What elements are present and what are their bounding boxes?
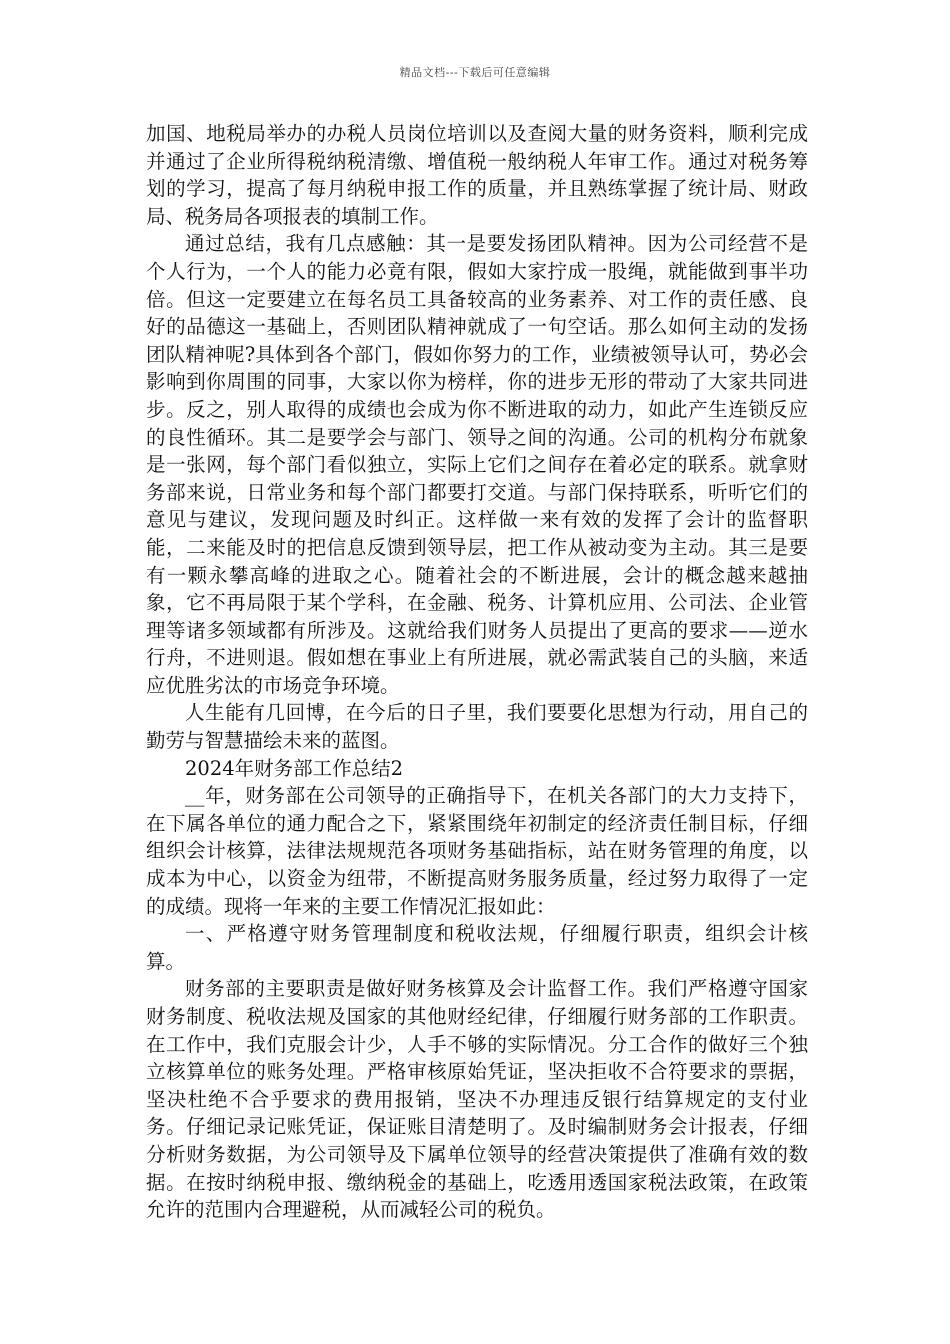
document-body xyxy=(146,120,808,1224)
paragraph-heading-one: 一、严格遵守财务管理制度和税收法规，仔细履行职责，组织会计核算。 xyxy=(146,922,808,973)
paragraph-closing: 人生能有几回博，在今后的日子里，我们要要化思想为行动，用自己的勤劳与智慧描绘未来的蓝图。 xyxy=(146,701,808,753)
page-header: 精品文档---下载后可任意编辑 xyxy=(399,66,551,79)
paragraph-duties: 财务部的主要职责是做好财务核算及会计监督工作。我们严格遵守国家财务制度、税收法规及国家的其他财经纪律，仔细履行财务部的工作职责。在工作中，我们克服会计少，人手不够的实际情况。分工合作的做好三个独立核算单位的账务处理。严格审核原始凭证，坚决拒收不合符要求的票据，坚决杜绝不合乎要求的费用报销，坚决不办理违反银行结算规定的支付业务。仔细记录记账凭证，保证账目清楚明了。及时编制财务会计报表，仔细分析财务数据，为公司领导及下属单位领导的经营决策提供了准确有效的数据。在按时纳税申报、缴纳税金的基础上，吃透用透国家税法政策，在政策允许的范围内合理避税，从而减轻公司的税负。 xyxy=(146,977,808,1222)
section-title: 2024年财务部工作总结2 xyxy=(185,756,404,780)
paragraph-reflections: 通过总结，我有几点感触：其一是要发扬团队精神。因为公司经营不是个人行为，一个人的能力必竟有限，假如大家拧成一股绳，就能做到事半功倍。但这一定要建立在每名员工具备较高的业务素养、对工作的责任感、良好的品德这一基础上，否则团队精神就成了一句空话。那么如何主动的发扬团队精神呢?具体到各个部门，假如你努力的工作，业绩被领导认可，势必会影响到你周围的同事，大家以你为榜样，你的进步无形的带动了大家共同进步。反之，别人取得的成绩也会成为你不断进取的动力，如此产生连锁反应的良性循环。其二是要学会与部门、领导之间的沟通。公司的机构分布就象是一张网，每个部门看似独立，实际上它们之间存在着必定的联系。就拿财务部来说，日常业务和每个部门都要打交道。与部门保持联系，听听它们的意见与建议，发现问题及时纠正。这样做一来有效的发挥了会计的监督职能，二来能及时的把信息反馈到领导层，把工作从被动变为主动。其三是要有一颗永攀高峰的进取之心。随着社会的不断进展，会计的概念越来越抽象，它不再局限于某个学科，在金融、税务、计算机应用、公司法、企业管理等诸多领域都有所涉及。这就给我们财务人员提出了更高的要求——逆水行舟，不进则退。假如想在事业上有所进展，就必需武装自己的头脑，来适应优胜劣汰的市场竞争环境。 xyxy=(146,232,808,697)
paragraph-intro: __年，财务部在公司领导的正确指导下，在机关各部门的大力支持下，在下属各单位的通力配合之下，紧紧围绕年初制定的经济责任制目标，仔细组织会计核算，法律法规规范各项财务基础指标，站在财务管理的角度，以成本为中心，以资金为纽带，不断提高财务服务质量，经过努力取得了一定的成绩。现将一年来的主要工作情况汇报如此： xyxy=(146,784,808,918)
paragraph-continuation: 加国、地税局举办的办税人员岗位培训以及查阅大量的财务资料，顺利完成并通过了企业所得税纳税清缴、增值税一般纳税人年审工作。通过对税务筹划的学习，提高了每月纳税申报工作的质量，并且熟练掌握了统计局、财政局、税务局各项报表的填制工作。 xyxy=(146,122,808,228)
